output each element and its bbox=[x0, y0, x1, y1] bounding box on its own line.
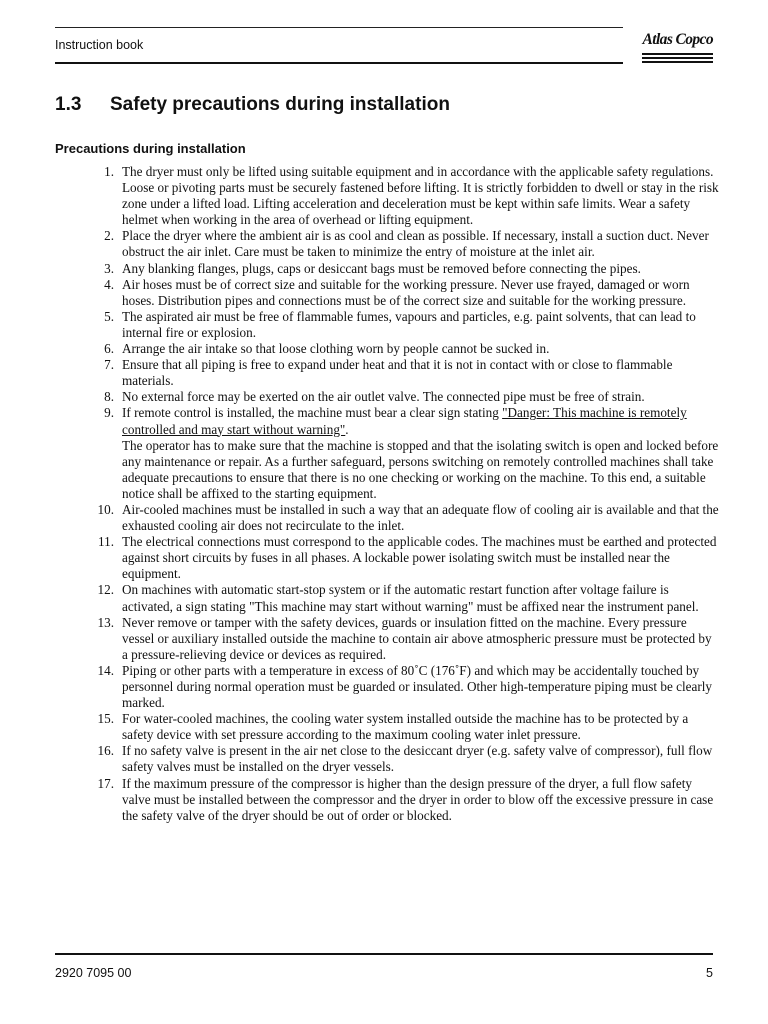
item-number: 13. bbox=[97, 614, 114, 630]
item-text: Any blanking flanges, plugs, caps or desiccant bags must be removed before connecting the pipes. bbox=[122, 260, 641, 276]
item-number: 16. bbox=[97, 743, 114, 759]
logo-bars bbox=[642, 53, 713, 65]
list-item bbox=[94, 228, 720, 260]
item-text-after: . bbox=[345, 421, 349, 437]
list-item bbox=[94, 534, 720, 582]
item-number: 6. bbox=[104, 341, 114, 357]
danger-sign-text: "Danger: This machine is remotely controlled and may start without warning" bbox=[122, 405, 687, 437]
item-number: 5. bbox=[104, 308, 114, 324]
list-item bbox=[94, 663, 720, 711]
logo-text: Atlas Copco bbox=[642, 31, 713, 48]
item-text: Air-cooled machines must be installed in such a way that an adequate flow of cooling air is available and that the exhausted cooling air does not recirculate to the inlet. bbox=[122, 501, 719, 534]
item-number: 7. bbox=[104, 357, 114, 373]
list-item bbox=[94, 164, 720, 228]
list-item bbox=[94, 277, 720, 309]
page-number: 5 bbox=[706, 966, 713, 980]
precautions-list bbox=[94, 164, 720, 824]
item-number: 2. bbox=[104, 228, 114, 244]
list-item bbox=[94, 743, 720, 775]
item-number: 4. bbox=[104, 276, 114, 292]
item-text: Place the dryer where the ambient air is as cool and clean as possible. If necessary, install a suction duct. Never obstruct the air inlet. Care must be taken to minimize the entry of moisture at the inlet air. bbox=[122, 228, 709, 260]
item-number: 3. bbox=[104, 260, 114, 276]
item-number: 9. bbox=[104, 405, 114, 421]
item-text: Arrange the air intake so that loose clothing worn by people cannot be sucked in. bbox=[122, 341, 550, 357]
item-text: Ensure that all piping is free to expand under heat and that it is not in contact with or close to flammable materials. bbox=[122, 357, 673, 389]
item-text: Piping or other parts with a temperature in excess of 80˚C (176˚F) and which may be accidentally touched by personnel during normal operation must be guarded or insulated. Other high-temperature piping must be clearly marked. bbox=[122, 662, 712, 711]
item-number: 17. bbox=[97, 775, 114, 791]
item-number: 12. bbox=[97, 582, 114, 598]
item-number: 8. bbox=[104, 389, 114, 405]
item-number: 11. bbox=[98, 534, 114, 550]
header-rule-bottom bbox=[55, 62, 623, 64]
item-number: 15. bbox=[97, 711, 114, 727]
list-item bbox=[94, 582, 720, 614]
list-item bbox=[94, 405, 720, 502]
section-title-text: Safety precautions during installation bbox=[110, 94, 450, 115]
item-text: If no safety valve is present in the air net close to the desiccant dryer (e.g. safety valve of compressor), full flow safety valves must be installed on the dryer vessels. bbox=[122, 743, 713, 775]
atlas-copco-logo bbox=[640, 31, 713, 65]
item-text: The dryer must only be lifted using suitable equipment and in accordance with the applicable safety regulations. Loose or pivoting parts must be securely fastened before lifting. It is strictly forbidden to dwell or stay in the risk zone under a lifted load. Lifting acceleration and deceleration must be kept within safe limits. Wear a safety helmet when working in the area of overhead or lifting equipment. bbox=[122, 164, 719, 228]
list-item bbox=[94, 357, 720, 389]
page-footer bbox=[55, 953, 713, 980]
item-text: No external force may be exerted on the air outlet valve. The connected pipe must be free of strain. bbox=[122, 389, 645, 405]
item-text: The electrical connections must correspond to the applicable codes. The machines must be earthed and protected against short circuits by fuses in all phases. A lockable power isolating switch must be installed near the equipment. bbox=[122, 534, 717, 582]
section-number: 1.3 bbox=[55, 94, 82, 115]
list-item bbox=[94, 309, 720, 341]
item-text: Air hoses must be of correct size and suitable for the working pressure. Never use frayed, damaged or worn hoses. Distribution pipes and connections must be of the correct size and suitable for the working pressure. bbox=[122, 276, 690, 308]
item-number: 14. bbox=[97, 662, 114, 678]
item-number: 10. bbox=[97, 501, 114, 517]
item-text: On machines with automatic start-stop system or if the automatic restart function after voltage failure is activated, a sign stating "This machine may start without warning" must be affixed near the instrument panel. bbox=[122, 582, 699, 614]
subsection-title: Precautions during installation bbox=[55, 141, 246, 156]
list-item bbox=[94, 615, 720, 663]
item-text: The aspirated air must be free of flammable fumes, vapours and particles, e.g. paint solvents, that can lead to internal fire or explosion. bbox=[122, 308, 696, 340]
item-number: 1. bbox=[104, 164, 114, 179]
header-label: Instruction book bbox=[55, 38, 144, 52]
document-number: 2920 7095 00 bbox=[55, 966, 132, 980]
list-item bbox=[94, 341, 720, 357]
header-rule-top bbox=[55, 27, 623, 28]
item-text: For water-cooled machines, the cooling water system installed outside the machine has to be protected by a safety device with set pressure according to the maximum cooling water inlet pressure. bbox=[122, 711, 689, 743]
section-title bbox=[55, 94, 450, 116]
item-text: Never remove or tamper with the safety devices, guards or insulation fitted on the machine. Every pressure vessel or auxiliary installed outside the machine to contain air above atmospheric pressure must be protected by a pressure-relieving device or devices as required. bbox=[122, 614, 712, 662]
item-text: If the maximum pressure of the compressor is higher than the design pressure of the dryer, a full flow safety valve must be installed between the compressor and the dryer in order to blow off the excessive pressure in case the safety valve of the dryer should be out of order or blocked. bbox=[122, 775, 714, 823]
list-item bbox=[94, 502, 720, 534]
list-item bbox=[94, 776, 720, 824]
page-header bbox=[55, 27, 713, 67]
item-text-continued: The operator has to make sure that the machine is stopped and that the isolating switch is open and locked before any maintenance or repair. As a further safeguard, persons switching on remotely controlled machines shall take adequate precautions to ensure that there is no one checking or working on the machine. To this end, a suitable notice shall be affixed to the starting equipment. bbox=[122, 437, 719, 501]
list-item bbox=[94, 261, 720, 277]
list-item bbox=[94, 711, 720, 743]
list-item bbox=[94, 389, 720, 405]
item-text-before: If remote control is installed, the machine must bear a clear sign stating bbox=[122, 405, 503, 421]
footer-rule bbox=[55, 953, 713, 955]
